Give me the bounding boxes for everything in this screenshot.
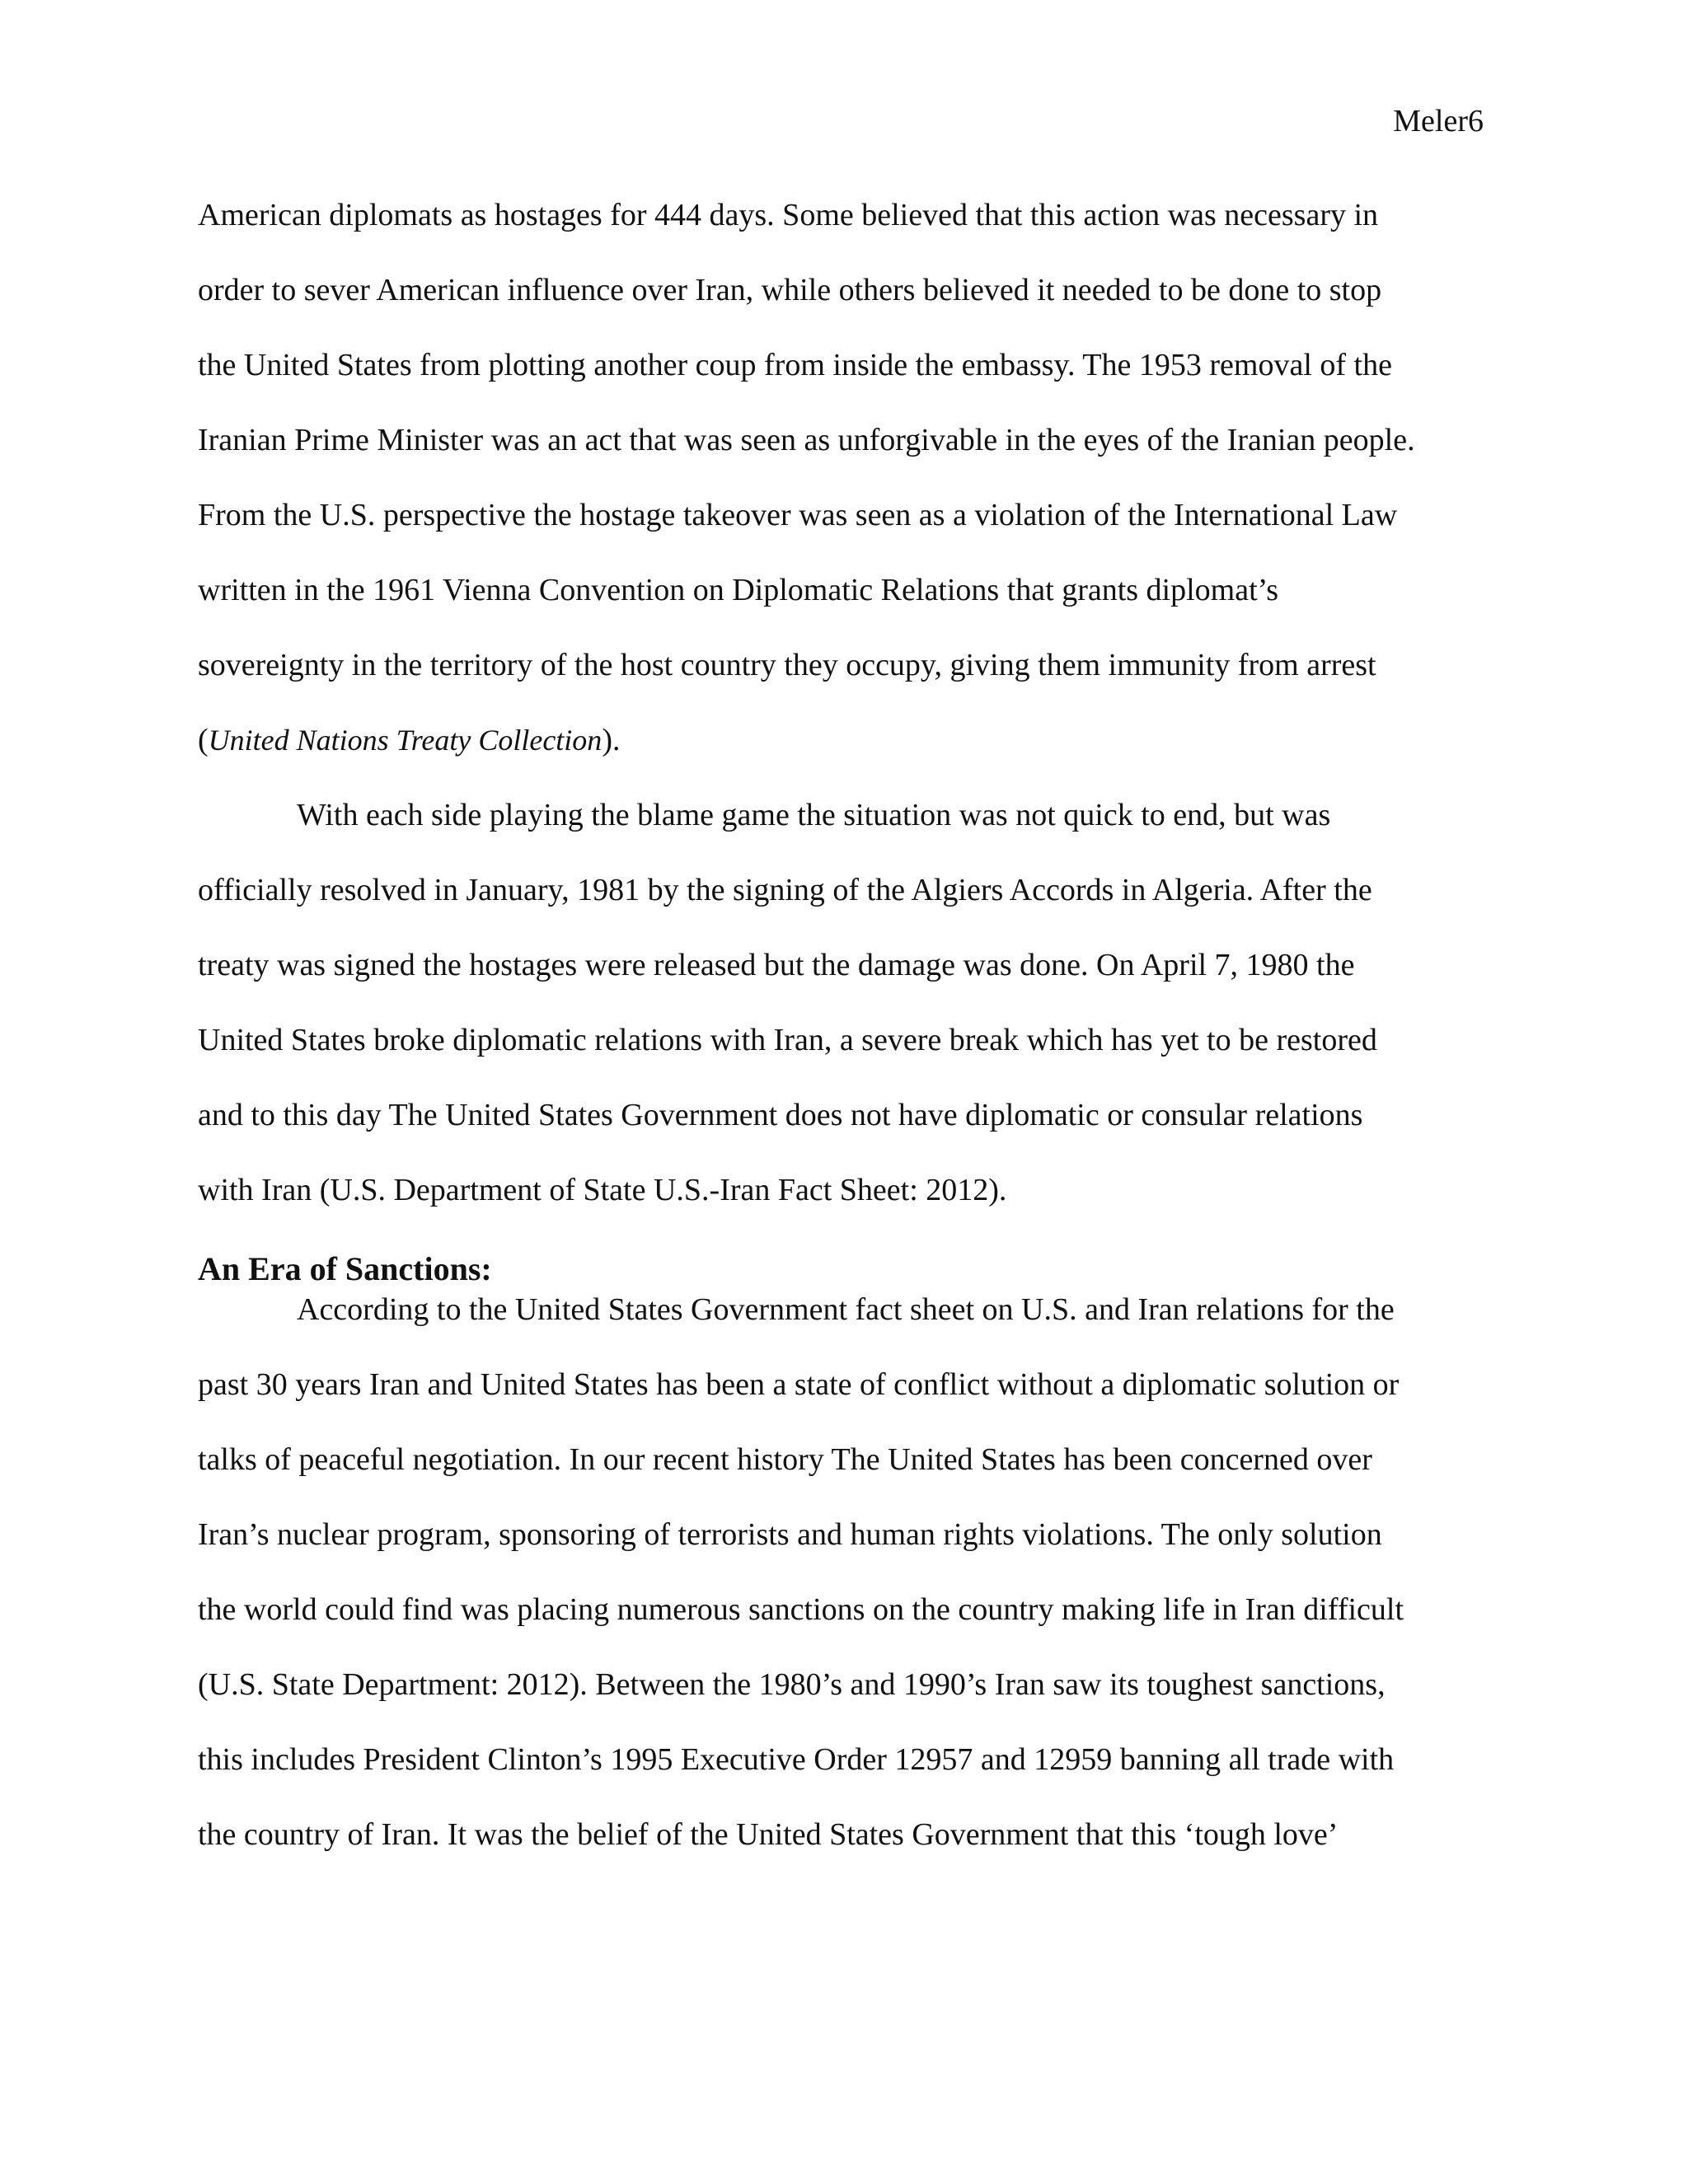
citation-source: United Nations Treaty Collection: [208, 724, 603, 757]
page-header: Meler6: [1393, 104, 1484, 138]
paragraph-1-line-3: the United States from plotting another coup from inside the embassy. The 1953 removal of the: [198, 348, 1392, 382]
paragraph-1-line-5: From the U.S. perspective the hostage takeover was seen as a violation of the International Law: [198, 498, 1398, 532]
paragraph-3-line-3: talks of peaceful negotiation. In our recent history The United States has been concerned over: [198, 1442, 1372, 1477]
paragraph-2-line-3: treaty was signed the hostages were released but the damage was done. On April 7, 1980 the: [198, 948, 1355, 982]
citation-line: [198, 716, 620, 764]
paragraph-2-line-4: United States broke diplomatic relations with Iran, a severe break which has yet to be restored: [198, 1023, 1377, 1057]
paragraph-1-line-6: written in the 1961 Vienna Convention on Diplomatic Relations that grants diplomat’s: [198, 573, 1278, 607]
paragraph-1-line-4: Iranian Prime Minister was an act that was seen as unforgivable in the eyes of the Iranian people.: [198, 423, 1415, 457]
paragraph-2-line-2: officially resolved in January, 1981 by the signing of the Algiers Accords in Algeria. After the: [198, 873, 1372, 907]
paragraph-1-line-2: order to sever American influence over Iran, while others believed it needed to be done to stop: [198, 273, 1382, 307]
paragraph-2-line-1: With each side playing the blame game the situation was not quick to end, but was: [297, 798, 1331, 832]
paragraph-3-line-1: According to the United States Government fact sheet on U.S. and Iran relations for the: [297, 1292, 1395, 1327]
paragraph-3-line-2: past 30 years Iran and United States has been a state of conflict without a diplomatic solution or: [198, 1367, 1400, 1402]
paragraph-2-line-5: and to this day The United States Government does not have diplomatic or consular relations: [198, 1098, 1363, 1132]
paragraph-3-line-6: (U.S. State Department: 2012). Between the 1980’s and 1990’s Iran saw its toughest sanctions,: [198, 1667, 1386, 1702]
paragraph-2-line-6: with Iran (U.S. Department of State U.S.-Iran Fact Sheet: 2012).: [198, 1173, 1007, 1207]
paragraph-1-line-7: sovereignty in the territory of the host country they occupy, giving them immunity from arrest: [198, 648, 1376, 682]
section-heading: An Era of Sanctions:: [198, 1250, 492, 1287]
citation-open: (: [198, 723, 209, 757]
paragraph-3-line-7: this includes President Clinton’s 1995 Executive Order 12957 and 12959 banning all trade with: [198, 1742, 1395, 1777]
citation-close: ).: [602, 723, 621, 757]
paragraph-3-line-4: Iran’s nuclear program, sponsoring of terrorists and human rights violations. The only solution: [198, 1517, 1382, 1552]
paragraph-1-line-1: American diplomats as hostages for 444 days. Some believed that this action was necessary in: [198, 198, 1379, 232]
paragraph-3-line-5: the world could find was placing numerous sanctions on the country making life in Iran difficult: [198, 1592, 1404, 1627]
paragraph-3-line-8: the country of Iran. It was the belief of the United States Government that this ‘tough love’: [198, 1817, 1339, 1852]
